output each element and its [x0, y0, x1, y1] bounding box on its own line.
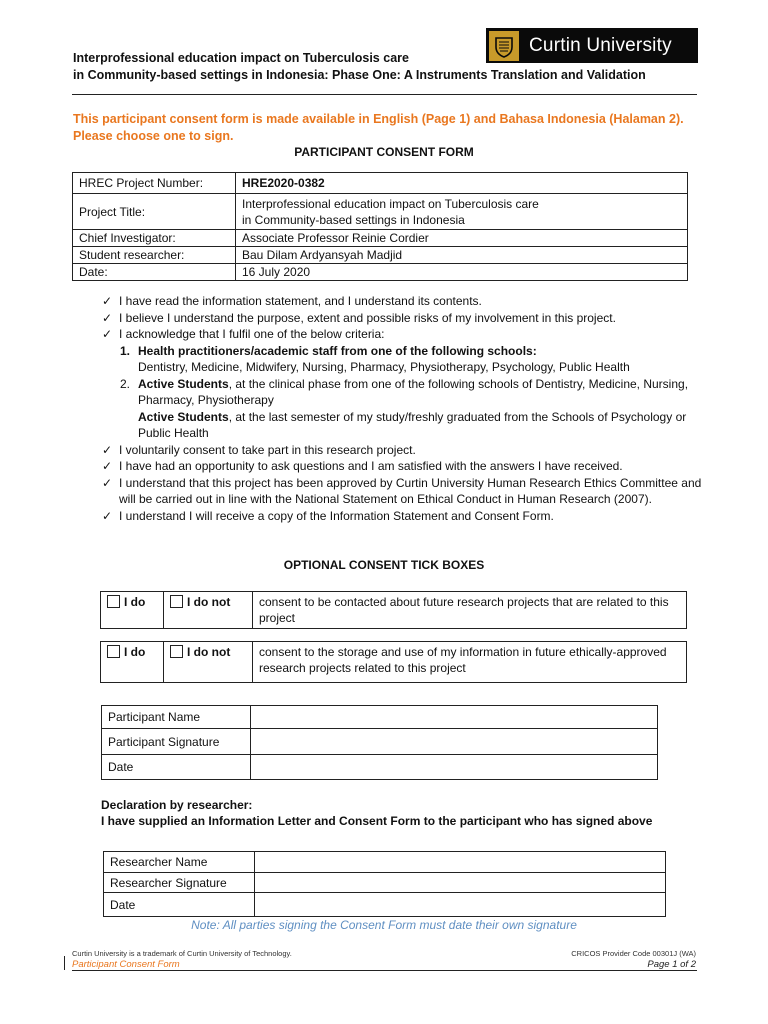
- table-row: [101, 642, 687, 683]
- label-student: Student researcher:: [73, 247, 236, 264]
- researcher-date-label: Date: [104, 893, 255, 917]
- language-notice: This participant consent form is made available in English (Page 1) and Bahasa Indonesia (Halaman 2). Please choose one to sign.: [73, 112, 684, 143]
- checkbox[interactable]: [107, 595, 120, 608]
- participant-date-label: Date: [102, 755, 251, 780]
- optional-consent-title: OPTIONAL CONSENT TICK BOXES: [283, 558, 485, 572]
- logo-text: Curtin University: [529, 34, 672, 56]
- value-hrec: HRE2020-0382: [236, 173, 688, 194]
- list-item: ✓ I understand that this project has been approved by Curtin University Human Research Ethics Committee and will be carried out in line with the National Statement on Ethical Conduct in Human Research (2007).: [102, 475, 702, 506]
- table-row: [73, 264, 688, 281]
- table-row: [73, 230, 688, 247]
- list-item: ✓ I have read the information statement, and I understand its contents.: [102, 294, 482, 308]
- value-student: Bau Dilam Ardyansyah Madjid: [236, 247, 688, 264]
- consent-statements: [102, 293, 702, 524]
- checkmark-icon: ✓: [102, 442, 113, 457]
- researcher-name-field[interactable]: [255, 852, 666, 873]
- table-row: [104, 852, 666, 873]
- footer-divider: [72, 970, 697, 971]
- participant-date-field[interactable]: [251, 755, 658, 780]
- researcher-signature-label: Researcher Signature: [104, 873, 255, 893]
- participant-signature-field[interactable]: [251, 729, 658, 755]
- checkmark-icon: ✓: [102, 459, 113, 473]
- researcher-signature-table: [103, 851, 666, 917]
- checkmark-icon: ✓: [102, 327, 113, 341]
- checkbox[interactable]: [170, 595, 183, 608]
- consent-text: consent to the storage and use of my information in future ethically-approved research projects related to this project: [253, 642, 687, 683]
- optional-consent-contact: [100, 591, 687, 629]
- value-date: 16 July 2020: [236, 264, 688, 281]
- list-item: ✓ I acknowledge that I fulfil one of the below criteria:: [102, 327, 385, 341]
- project-title-line1: Interprofessional education impact on Tuberculosis care: [242, 196, 539, 211]
- footer-page-number: Page 1 of 2: [647, 959, 696, 970]
- checkmark-icon: ✓: [102, 475, 113, 490]
- curtin-logo: [486, 28, 698, 63]
- checkmark-icon: ✓: [102, 310, 113, 325]
- participant-signature-label: Participant Signature: [102, 729, 251, 755]
- table-row: [101, 592, 687, 629]
- checkmark-icon: ✓: [102, 294, 113, 308]
- checkbox[interactable]: [170, 645, 183, 658]
- table-row: [104, 873, 666, 893]
- option-yes[interactable]: I do: [101, 592, 164, 629]
- list-item: ✓ I voluntarily consent to take part in this research project.: [102, 442, 416, 457]
- consent-text: consent to be contacted about future research projects that are related to this project: [253, 592, 687, 629]
- header-divider: [72, 94, 697, 95]
- document-title-line1: Interprofessional education impact on Tuberculosis care: [73, 51, 409, 65]
- table-row: [104, 893, 666, 917]
- value-chief: Associate Professor Reinie Cordier: [236, 230, 688, 247]
- value-project-title: [236, 194, 688, 230]
- footer-document-name: Participant Consent Form: [72, 959, 180, 970]
- form-title: PARTICIPANT CONSENT FORM: [294, 145, 474, 159]
- researcher-declaration: Declaration by researcher: I have supplied an Information Letter and Consent Form to the participant who has signed above: [101, 798, 653, 828]
- project-title-line2: in Community-based settings in Indonesia: [242, 212, 465, 227]
- label-project-title: Project Title:: [73, 194, 236, 230]
- checkbox[interactable]: [107, 645, 120, 658]
- signature-note: Note: All parties signing the Consent Form must date their own signature: [191, 918, 577, 932]
- option-yes[interactable]: I do: [101, 642, 164, 683]
- footer-cricos: CRICOS Provider Code 00301J (WA): [571, 949, 696, 958]
- project-details-table: [72, 172, 688, 281]
- list-item: ✓ I have had an opportunity to ask questions and I am satisfied with the answers I have received.: [102, 459, 623, 473]
- document-title-line2: in Community-based settings in Indonesia: Phase One: A Instruments Translation and Validation: [73, 68, 646, 82]
- checkmark-icon: ✓: [102, 508, 113, 523]
- label-chief: Chief Investigator:: [73, 230, 236, 247]
- footer-marker: [64, 956, 65, 970]
- participant-signature-table: [101, 705, 658, 780]
- criteria-item: 1. Health practitioners/academic staff from one of the following schools: Dentistry, Medicine, Midwifery, Nursing, Pharmacy, Physiotherapy, Psychology, Public Health: [120, 343, 630, 374]
- crest-icon: [489, 31, 519, 61]
- criteria-item: 2. Active Students, at the clinical phase from one of the following schools of Dentistry, Medicine, Nursing, Pharmacy, Physiotherapy Active Students, at the last semester of my study/freshly graduated from the Schools of Psychology or Public Health: [120, 376, 689, 440]
- table-row: [73, 173, 688, 194]
- table-row: [73, 194, 688, 230]
- table-row: [102, 755, 658, 780]
- footer-trademark: Curtin University is a trademark of Curtin University of Technology.: [72, 949, 292, 958]
- option-no[interactable]: I do not: [164, 642, 253, 683]
- option-no[interactable]: I do not: [164, 592, 253, 629]
- list-item: ✓ I understand I will receive a copy of the Information Statement and Consent Form.: [102, 508, 554, 523]
- participant-name-label: Participant Name: [102, 706, 251, 729]
- researcher-date-field[interactable]: [255, 893, 666, 917]
- table-row: [102, 729, 658, 755]
- list-item: ✓ I believe I understand the purpose, extent and possible risks of my involvement in this project.: [102, 310, 616, 325]
- table-row: [102, 706, 658, 729]
- label-date: Date:: [73, 264, 236, 281]
- participant-name-field[interactable]: [251, 706, 658, 729]
- label-hrec: HREC Project Number:: [73, 173, 236, 194]
- table-row: [73, 247, 688, 264]
- optional-consent-storage: [100, 641, 687, 683]
- researcher-signature-field[interactable]: [255, 873, 666, 893]
- researcher-name-label: Researcher Name: [104, 852, 255, 873]
